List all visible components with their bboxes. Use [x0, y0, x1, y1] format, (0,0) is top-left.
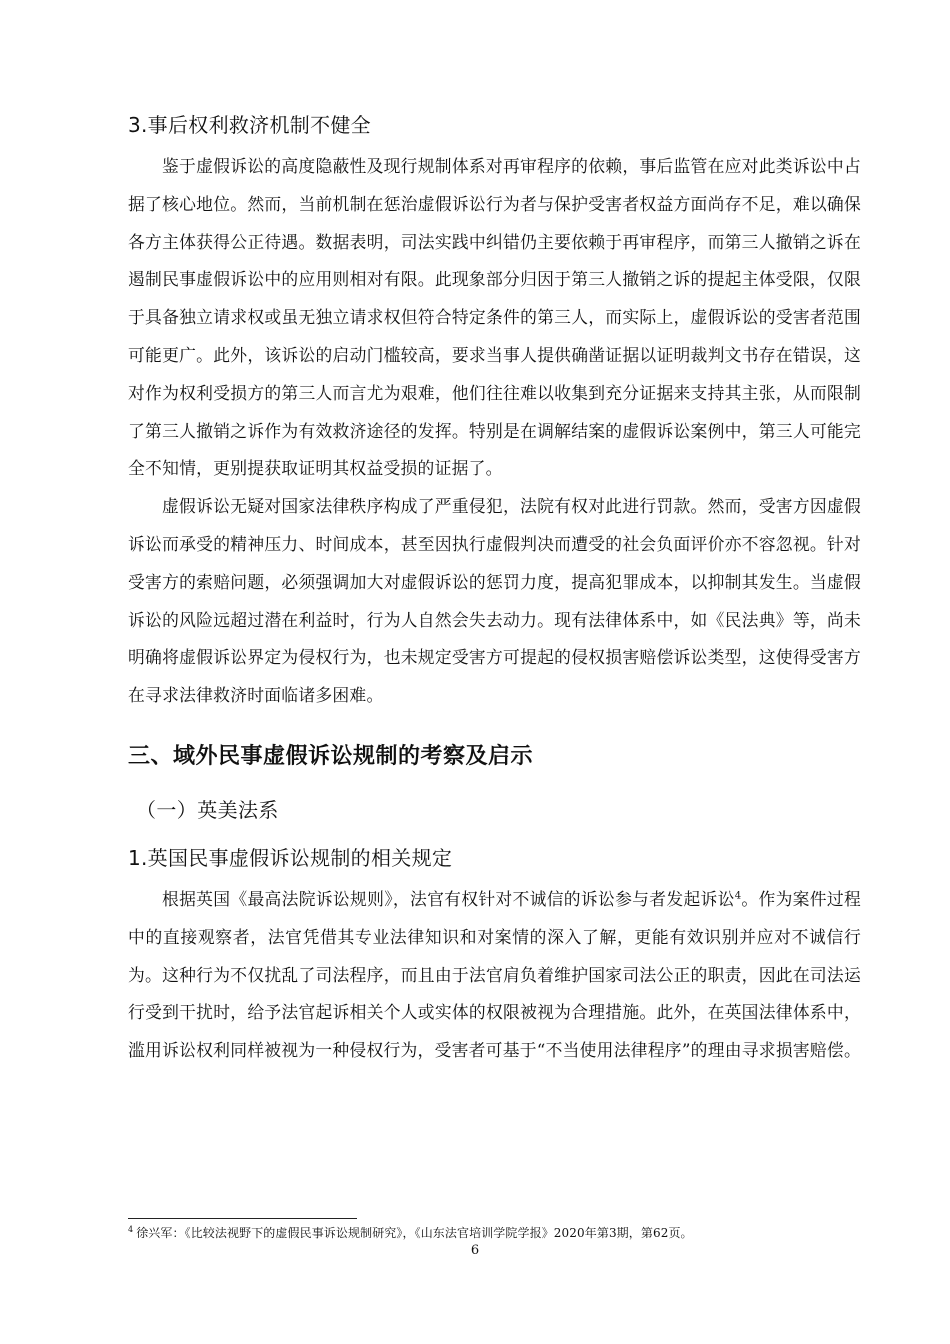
footnote-separator: [128, 1218, 357, 1219]
paragraph-uk-rules-part1: 根据英国《最高法院诉讼规则》，法官有权针对不诚信的诉讼参与者发起诉讼: [162, 888, 735, 909]
section-heading-1: 1.英国民事虚假诉讼规制的相关规定: [128, 845, 453, 870]
page-number: 6: [470, 1243, 480, 1258]
footnote-reference[interactable]: 4: [734, 890, 742, 902]
paragraph-remedy-mechanism: 鉴于虚假诉讼的高度隐蔽性及现行规制体系对再审程序的依赖，事后监管在应对此类诉讼中占据了核心地位。然而，当前机制在惩治虚假诉讼行为者与保护受害者权益方面尚存不足，难以确保各方主体获得公正待遇。数据表明，司法实践中纠错仍主要依赖于再审程序，而第三人撤销之诉在遏制民事虚假诉讼中的应用则相对有限。此现象部分归因于第三人撤销之诉的提起主体受限，仅限于具备独立请求权或虽无独立请求权但符合特定条件的第三人，而实际上，虚假诉讼的受害者范围可能更广。此外，该诉讼的启动门槛较高，要求当事人提供确凿证据以证明裁判文书存在错误，这对作为权利受损方的第三人而言尤为艰难，他们往往难以收集到充分证据来支持其主张，从而限制了第三人撤销之诉作为有效救济途径的发挥。特别是在调解结案的虚假诉讼案例中，第三人可能完全不知情，更别提获取证明其权益受损的证据了。: [128, 156, 861, 479]
footnote-number: 4: [128, 1225, 134, 1234]
subsection-heading: （一）英美法系: [136, 797, 279, 822]
section-heading-3: 3.事后权利救济机制不健全: [128, 113, 371, 137]
paragraph-victim-compensation: 虚假诉讼无疑对国家法律秩序构成了严重侵犯，法院有权对此进行罚款。然而，受害方因虚假诉讼而承受的精神压力、时间成本，甚至因执行虚假判决而遭受的社会负面评价亦不容忽视。针对受害方的索赔问题，必须强调加大对虚假诉讼的惩罚力度，提高犯罪成本，以抑制其发生。当虚假诉讼的风险远超过潜在利益时，行为人自然会失去动力。现有法律体系中，如《民法典》等，尚未明确将虚假诉讼界定为侵权行为，也未规定受害方可提起的侵权损害赔偿诉讼类型，这使得受害方在寻求法律救济时面临诸多困难。: [128, 496, 861, 706]
paragraph-uk-rules: [128, 881, 861, 1070]
paragraph-uk-rules-part2: 。作为案件过程中的直接观察者，法官凭借其专业法律知识和对案情的深入了解，更能有效识别并应对不诚信行为。这种行为不仅扰乱了司法程序，而且由于法官肩负着维护国家司法公正的职责，因此在司法运行受到干扰时，给予法官起诉相关个人或实体的权限被视为合理措施。此外，在英国法律体系中，滥用诉讼权利同样被视为一种侵权行为，受害者可基于“不当使用法律程序”的理由寻求损害赔偿。: [128, 888, 861, 1061]
chapter-heading: 三、域外民事虚假诉讼规制的考察及启示: [128, 743, 534, 769]
page-body: [128, 110, 861, 1070]
footnote-text: 徐兴军：《比较法视野下的虚假民事诉讼规制研究》，《山东法官培训学院学报》2020年第3期，第62页。: [136, 1226, 693, 1240]
footnote: [128, 1224, 861, 1242]
